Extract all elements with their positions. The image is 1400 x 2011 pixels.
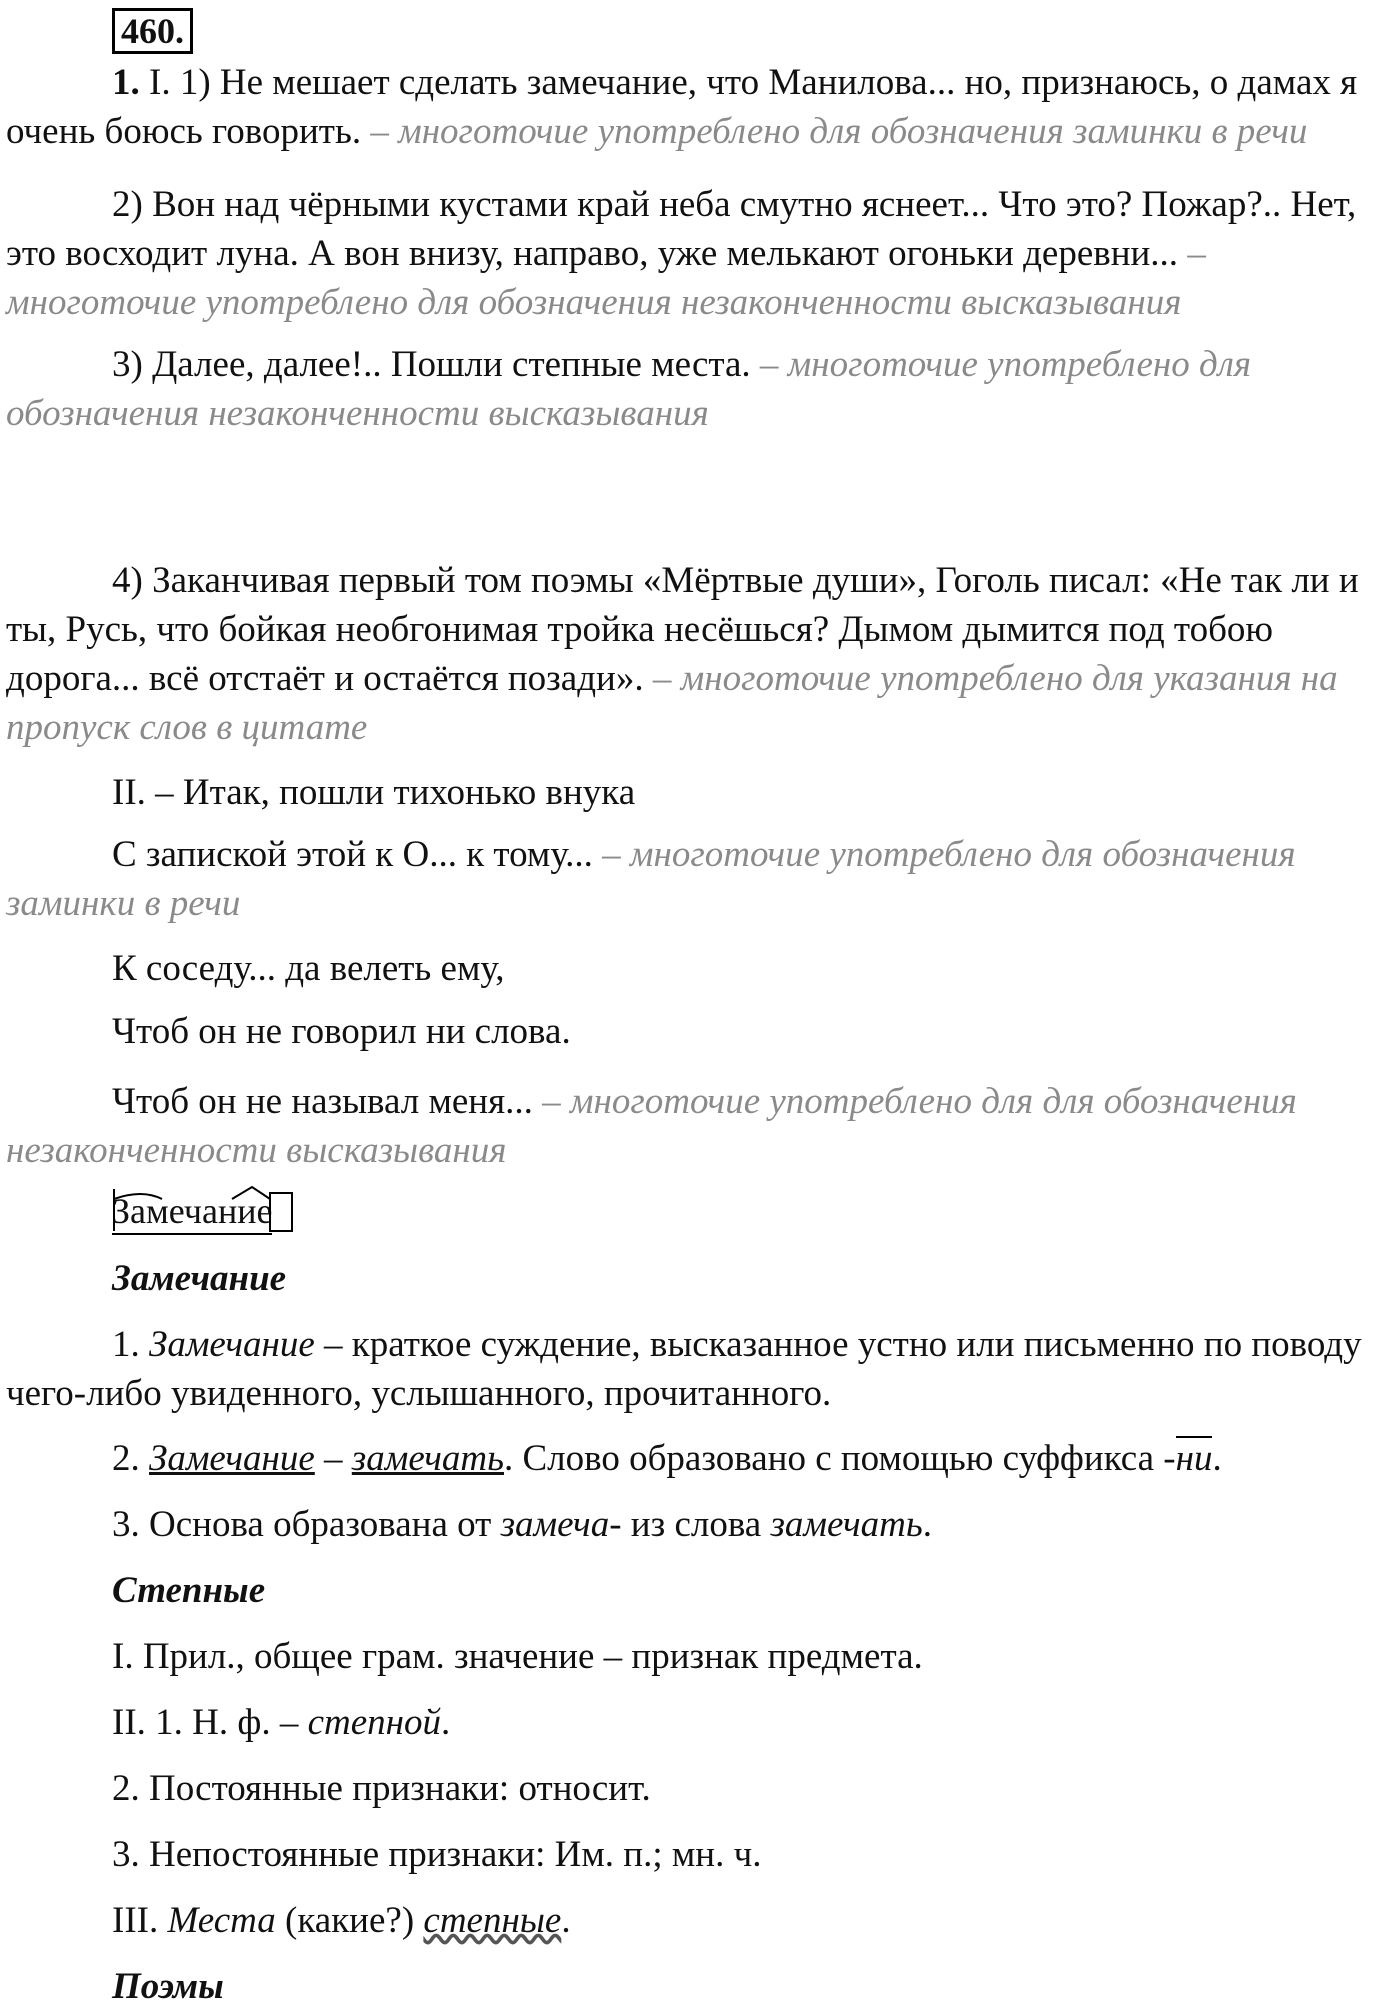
item-dash: – (314, 1438, 352, 1479)
heading-poemy: Поэмы (112, 1966, 224, 2007)
item-end: . (441, 1702, 451, 1743)
prefix-arc (114, 1194, 162, 1199)
poem-line-5-note: – многоточие употреблено для для обозначения незаконченности высказывания (6, 1081, 1297, 1171)
stepnye-line-2 (6, 1698, 1394, 1747)
item-word: Замечание (149, 1438, 315, 1479)
stepnye-line-1: I. Прил., общее грам. значение – признак предмета. (112, 1636, 923, 1677)
item-question: (какие?) (275, 1900, 424, 1941)
paragraph-4-note: – многоточие употреблено для указания на пропуск слов в цитате (6, 658, 1338, 748)
paragraph-3-note: – многоточие употреблено для обозначения незаконченности высказывания (6, 344, 1252, 434)
paragraph-1-text: I. 1) Не мешает сделать замечание, что Манилова... но, признаюсь, о дамах я очень боюсь говорить. (6, 62, 1358, 152)
paragraph-3-text: 3) Далее, далее!.. Пошли степные места. (112, 344, 751, 385)
zamechanie-item-1 (6, 1320, 1394, 1418)
paragraph-2-note: – многоточие употреблено для обозначения незаконченности высказывания (6, 233, 1206, 323)
item-text: 3. Основа образована от (112, 1504, 501, 1545)
item-text: III. (112, 1900, 168, 1941)
item-base-word: замечать (351, 1438, 504, 1479)
item-text-mid: - из слова (609, 1504, 771, 1545)
item-word: Замечание (149, 1324, 315, 1365)
item-text: . Слово образовано с помощью суффикса - (504, 1438, 1176, 1479)
poem-line-2 (6, 830, 1394, 928)
morpheme-word: Замечание (112, 1189, 272, 1235)
stepnye-line-3: 2. Постоянные признаки: относит. (112, 1768, 651, 1809)
morpheme-marks (112, 1185, 302, 1237)
item-base: замеча (500, 1504, 610, 1545)
paragraph-1-note: – многоточие употреблено для обозначения заминки в речи (361, 111, 1308, 152)
item-number: 2. (112, 1438, 149, 1479)
poem-line-2-text: С запиской этой к О... к тому... (112, 834, 593, 875)
item-end: . (561, 1900, 571, 1941)
item-end: . (1212, 1438, 1222, 1479)
paragraph-4 (6, 556, 1394, 752)
poem-line-2-note: – многоточие употреблено для обозначения заминки в речи (6, 834, 1296, 924)
item-source-word: замечать (770, 1504, 923, 1545)
poem-line-5-text: Чтоб он не называл меня... (112, 1081, 533, 1122)
stepnye-line-5 (6, 1896, 1394, 1945)
task-number: 1. (112, 62, 140, 103)
heading-stepnye: Степные (112, 1570, 266, 1611)
poem-line-1: II. – Итак, пошли тихонько внука (112, 772, 636, 813)
paragraph-2-text: 2) Вон над чёрными кустами край неба смутно яснеет... Что это? Пожар?.. Нет, это восходит луна. А вон внизу, направо, уже мелькают огоньки деревни... (6, 184, 1357, 274)
item-end: . (922, 1504, 932, 1545)
item-adjective: степные (423, 1900, 562, 1941)
exercise-number: 460. (112, 8, 193, 54)
heading-zamechanie: Замечание (112, 1258, 287, 1299)
item-text: II. 1. Н. ф. – (112, 1702, 308, 1743)
paragraph-3 (6, 340, 1394, 438)
paragraph-4-text: 4) Заканчивая первый том поэмы «Мёртвые души», Гоголь писал: «Не так ли и ты, Русь, что бойкая необгонимая тройка несёшься? Дымом дымится под тобою дорога... всё отстаёт и остаётся позади». (6, 560, 1359, 699)
item-number: 1. (112, 1324, 149, 1365)
poem-line-4: Чтоб он не говорил ни слова. (112, 1011, 571, 1052)
suffix-mark (232, 1187, 270, 1199)
zamechanie-item-3 (6, 1500, 1394, 1549)
item-word: степной (307, 1702, 442, 1743)
item-noun: Места (167, 1900, 276, 1941)
item-text: – краткое суждение, высказанное устно или письменно по поводу чего-либо увиденного, услышанного, прочитанного. (6, 1324, 1362, 1414)
paragraph-2 (6, 180, 1394, 327)
ending-box (270, 1193, 292, 1231)
stepnye-line-4: 3. Непостоянные признаки: Им. п.; мн. ч. (112, 1834, 762, 1875)
morpheme-diagram (112, 1185, 302, 1237)
zamechanie-item-2 (6, 1434, 1394, 1483)
paragraph-1 (6, 58, 1394, 156)
poem-line-5 (6, 1077, 1394, 1175)
poem-line-3: К соседу... да велеть ему, (112, 948, 505, 989)
suffix: ни (1175, 1438, 1213, 1479)
